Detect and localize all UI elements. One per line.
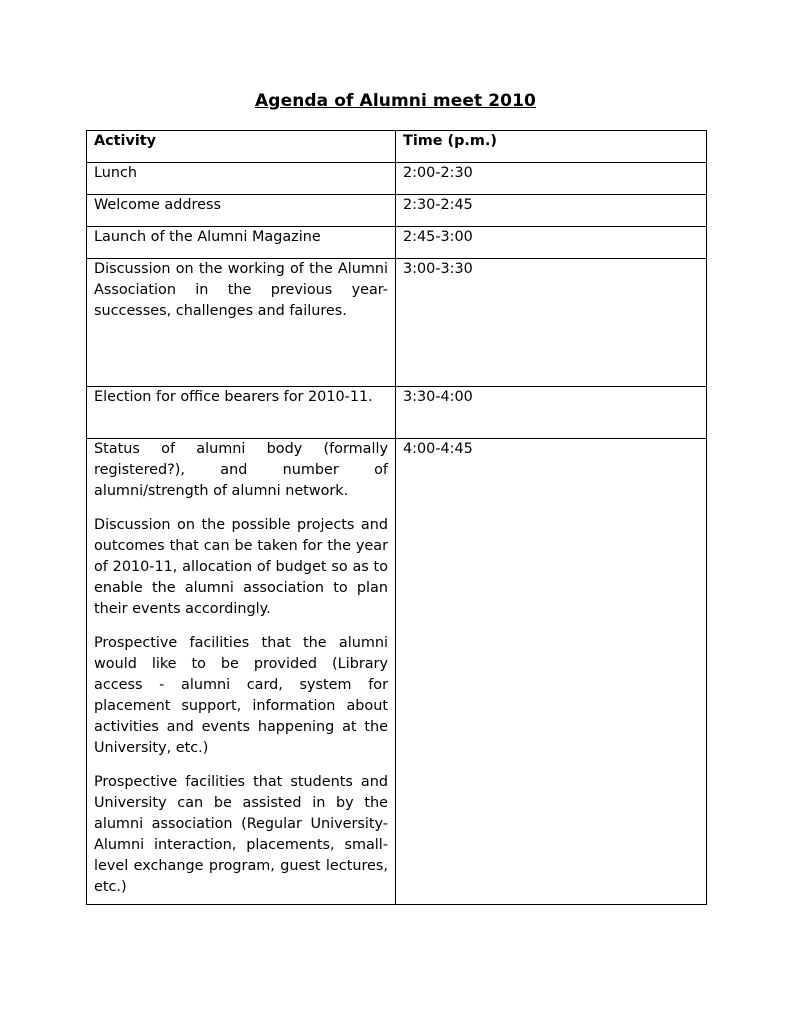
table-header-row [87,131,707,163]
agenda-table [86,130,707,905]
activity-cell [87,439,396,905]
table-row [87,227,707,259]
table-row [87,387,707,439]
time-cell: 3:30-4:00 [396,387,707,439]
table-row [87,163,707,195]
time-cell: 3:00-3:30 [396,259,707,387]
activity-cell: Welcome address [87,195,396,227]
column-header-time: Time (p.m.) [396,131,707,163]
activity-paragraph: Prospective facilities that the alumni would like to be provided (Library access - alumni card, system for placement support, information about activities and events happening at the University, etc.) [94,635,388,756]
time-cell: 2:30-2:45 [396,195,707,227]
time-cell: 2:00-2:30 [396,163,707,195]
activity-cell: Discussion on the working of the Alumni Association in the previous year- successes, challenges and failures. [87,259,396,387]
activity-cell: Election for office bearers for 2010-11. [87,387,396,439]
activity-cell: Launch of the Alumni Magazine [87,227,396,259]
table-row [87,439,707,905]
activity-cell: Lunch [87,163,396,195]
activity-paragraph: Prospective facilities that students and University can be assisted in by the alumni association (Regular University-Alumni interaction, placements, small-level exchange program, guest lectures, etc.) [94,774,388,895]
activity-paragraph: Status of alumni body (formally registered?), and number of alumni/strength of alumni network. [94,441,388,499]
table-row [87,195,707,227]
table-row [87,259,707,387]
time-cell: 2:45-3:00 [396,227,707,259]
activity-paragraph: Discussion on the possible projects and outcomes that can be taken for the year of 2010-11, allocation of budget so as to enable the alumni association to plan their events accordingly. [94,517,388,617]
time-cell: 4:00-4:45 [396,439,707,905]
column-header-activity: Activity [87,131,396,163]
page-title: Agenda of Alumni meet 2010 [255,91,536,111]
